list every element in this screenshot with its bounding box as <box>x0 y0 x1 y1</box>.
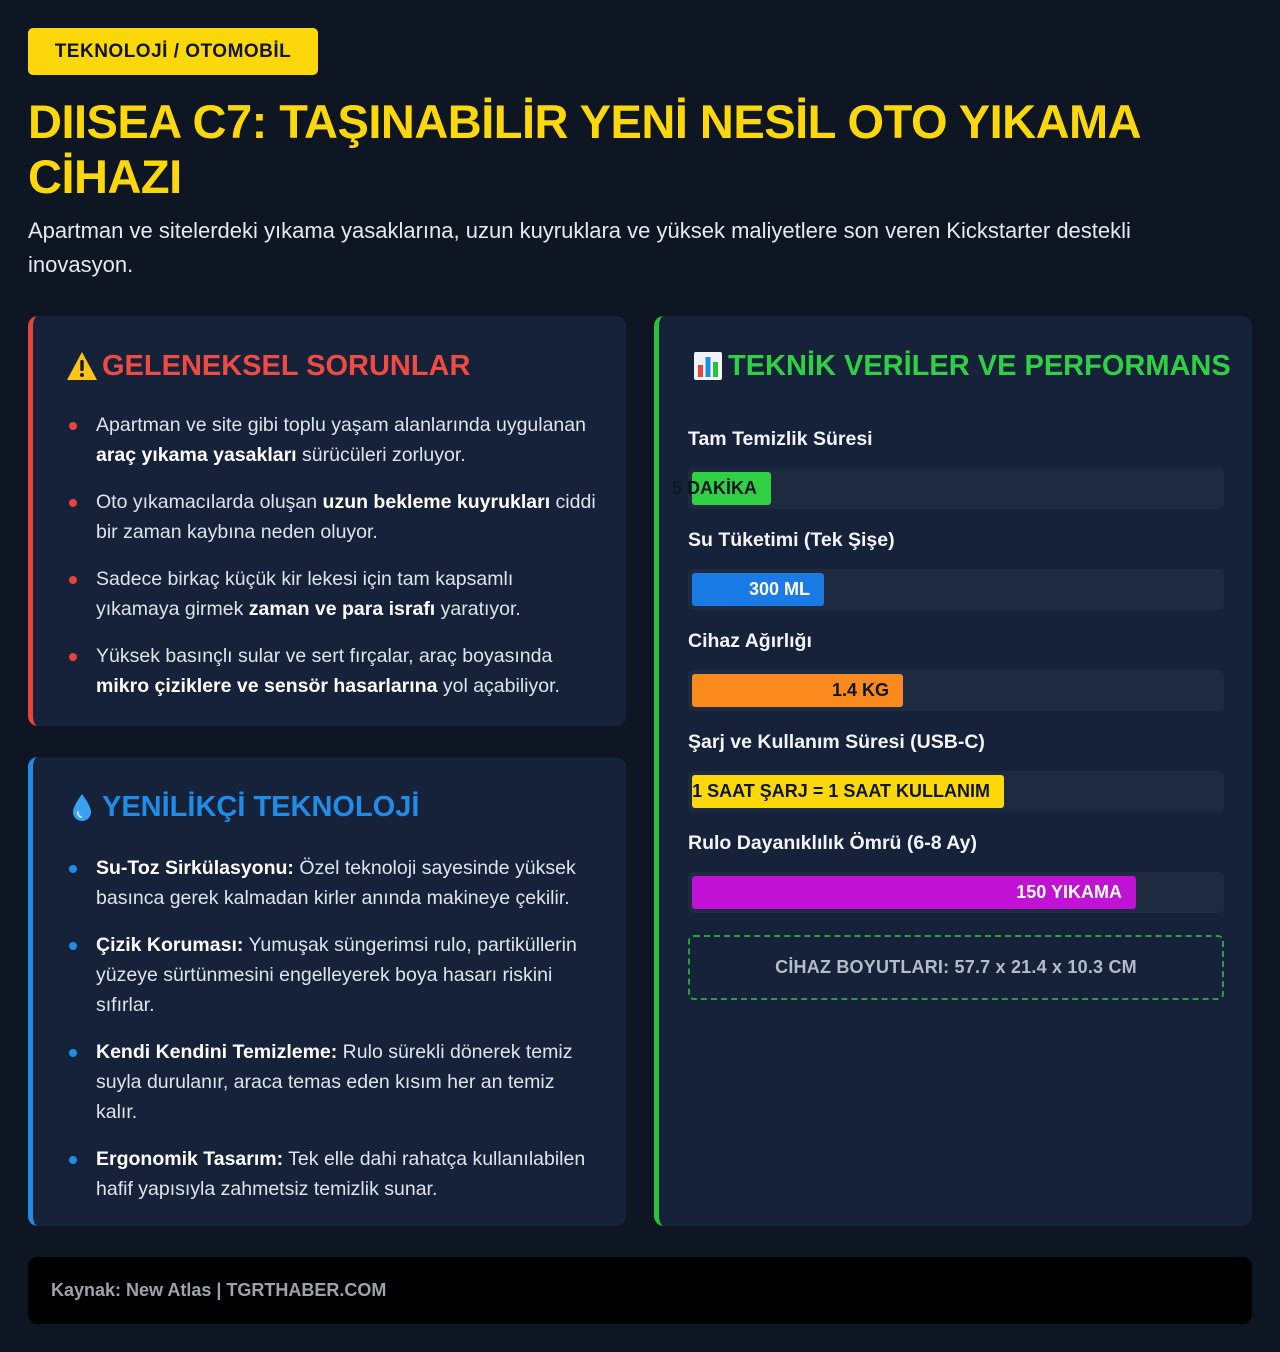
metric-label: Tam Temizlik Süresi <box>688 428 873 450</box>
metric-bar-track <box>688 771 1224 812</box>
technology-title <box>66 789 419 825</box>
problems-item-text: Yüksek basınçlı sular ve sert fırçalar, araç boyasında <box>96 645 553 667</box>
problems-item <box>69 487 599 547</box>
category-tag: TEKNOLOJİ / OTOMOBİL <box>28 28 318 75</box>
metric-value: 150 YIKAMA <box>1016 882 1122 902</box>
problems-card <box>28 316 626 726</box>
metric-bar-track <box>688 569 1224 610</box>
device-dimensions: CİHAZ BOYUTLARI: 57.7 x 21.4 x 10.3 CM <box>688 935 1224 1000</box>
technology-item-text: Tek elle dahi rahatça kullanılabilen hafif yapısıyla zahmetsiz temizlik sunar. <box>96 1148 586 1200</box>
metric-value: 5 DAKİKA <box>671 478 757 498</box>
technology-item <box>69 930 599 1020</box>
problems-item-highlight: mikro çiziklere ve sensör hasarlarına <box>96 675 438 697</box>
metric-bar-track <box>688 872 1224 913</box>
warning-icon <box>66 350 98 382</box>
technology-item-highlight: Ergonomik Tasarım: <box>96 1148 284 1170</box>
performance-card <box>654 316 1252 1226</box>
metric-value: 1.4 KG <box>831 680 889 700</box>
problems-item <box>69 641 599 701</box>
metric-row <box>671 426 1224 509</box>
metric-label: Su Tüketimi (Tek Şişe) <box>688 529 895 551</box>
metric-bar-fill <box>692 775 1004 808</box>
page-title: DIISEA C7: TAŞINABİLİR YENİ NESİL OTO YIKAMA CİHAZI <box>28 95 1140 203</box>
problems-item-text: yol açabiliyor. <box>437 675 560 697</box>
metric-bar-track <box>688 670 1224 711</box>
problems-item-text: Sadece birkaç küçük kir lekesi için tam kapsamlı yıkamaya girmek <box>96 568 514 620</box>
technology-item-text: Rulo sürekli dönerek temiz suyla durulanır, araca temas eden kısım her an temiz kalır. <box>96 1041 573 1123</box>
problems-item-text: sürücüleri zorluyor. <box>296 444 466 466</box>
metric-label: Şarj ve Kullanım Süresi (USB-C) <box>688 731 985 753</box>
metric-label: Rulo Dayanıklılık Ömrü (6-8 Ay) <box>688 832 977 854</box>
metric-row <box>688 729 1224 812</box>
bar-chart-icon <box>692 350 724 382</box>
technology-title-text: YENİLİKÇİ TEKNOLOJİ <box>102 791 420 823</box>
metric-bar-track <box>671 468 1224 509</box>
problems-item-highlight: uzun bekleme kuyrukları <box>322 491 551 513</box>
problems-list <box>69 410 599 718</box>
performance-title <box>692 348 1231 384</box>
problems-item-text: Oto yıkamacılarda oluşan <box>96 491 323 513</box>
source-text: Kaynak: New Atlas | TGRTHABER.COM <box>51 1280 387 1300</box>
metric-value: 1 SAAT ŞARJ = 1 SAAT KULLANIM <box>692 781 990 801</box>
metric-bar-fill <box>692 674 903 707</box>
problems-item <box>69 564 599 624</box>
problems-item <box>69 410 599 470</box>
problems-item-text: Apartman ve site gibi toplu yaşam alanlarında uygulanan <box>96 414 586 436</box>
technology-card <box>28 757 626 1226</box>
metric-row <box>688 830 1224 913</box>
problems-title <box>66 348 470 384</box>
technology-item <box>69 1037 599 1127</box>
technology-item <box>69 853 599 913</box>
technology-item-highlight: Çizik Koruması: <box>96 934 244 956</box>
problems-item-text: ciddi bir zaman kaybına neden oluyor. <box>96 491 596 543</box>
metric-row <box>688 628 1224 711</box>
source-footer <box>28 1257 1252 1324</box>
droplet-icon <box>66 791 98 823</box>
metric-value: 300 ML <box>748 579 810 599</box>
metric-bar-fill <box>692 573 824 606</box>
metric-label: Cihaz Ağırlığı <box>688 630 812 652</box>
technology-list <box>69 853 599 1221</box>
technology-item <box>69 1144 599 1204</box>
technology-item-highlight: Su-Toz Sirkülasyonu: <box>96 857 294 879</box>
technology-item-text: Yumuşak süngerimsi rulo, partiküllerin yüzeye sürtünmesini engelleyerek boya hasarı riskini sıfırlar. <box>96 934 577 1016</box>
metric-bar-fill <box>692 876 1136 909</box>
metric-bar-fill <box>671 472 771 505</box>
problems-item-highlight: zaman ve para israfı <box>248 598 436 620</box>
metric-row <box>688 527 1224 610</box>
problems-item-highlight: araç yıkama yasakları <box>96 444 297 466</box>
technology-item-text: Özel teknoloji sayesinde yüksek basınca gerek kalmadan kirler anında makineye çekilir. <box>96 857 576 909</box>
problems-item-text: yaratıyor. <box>435 598 521 620</box>
problems-title-text: GELENEKSEL SORUNLAR <box>102 350 471 382</box>
technology-item-highlight: Kendi Kendini Temizleme: <box>96 1041 338 1063</box>
page-subtitle: Apartman ve sitelerdeki yıkama yasaklarına, uzun kuyruklara ve yüksek maliyetlere son veren Kickstarter destekli inovasyon. <box>28 218 1131 277</box>
performance-title-text: TEKNİK VERİLER VE PERFORMANS <box>728 350 1231 382</box>
